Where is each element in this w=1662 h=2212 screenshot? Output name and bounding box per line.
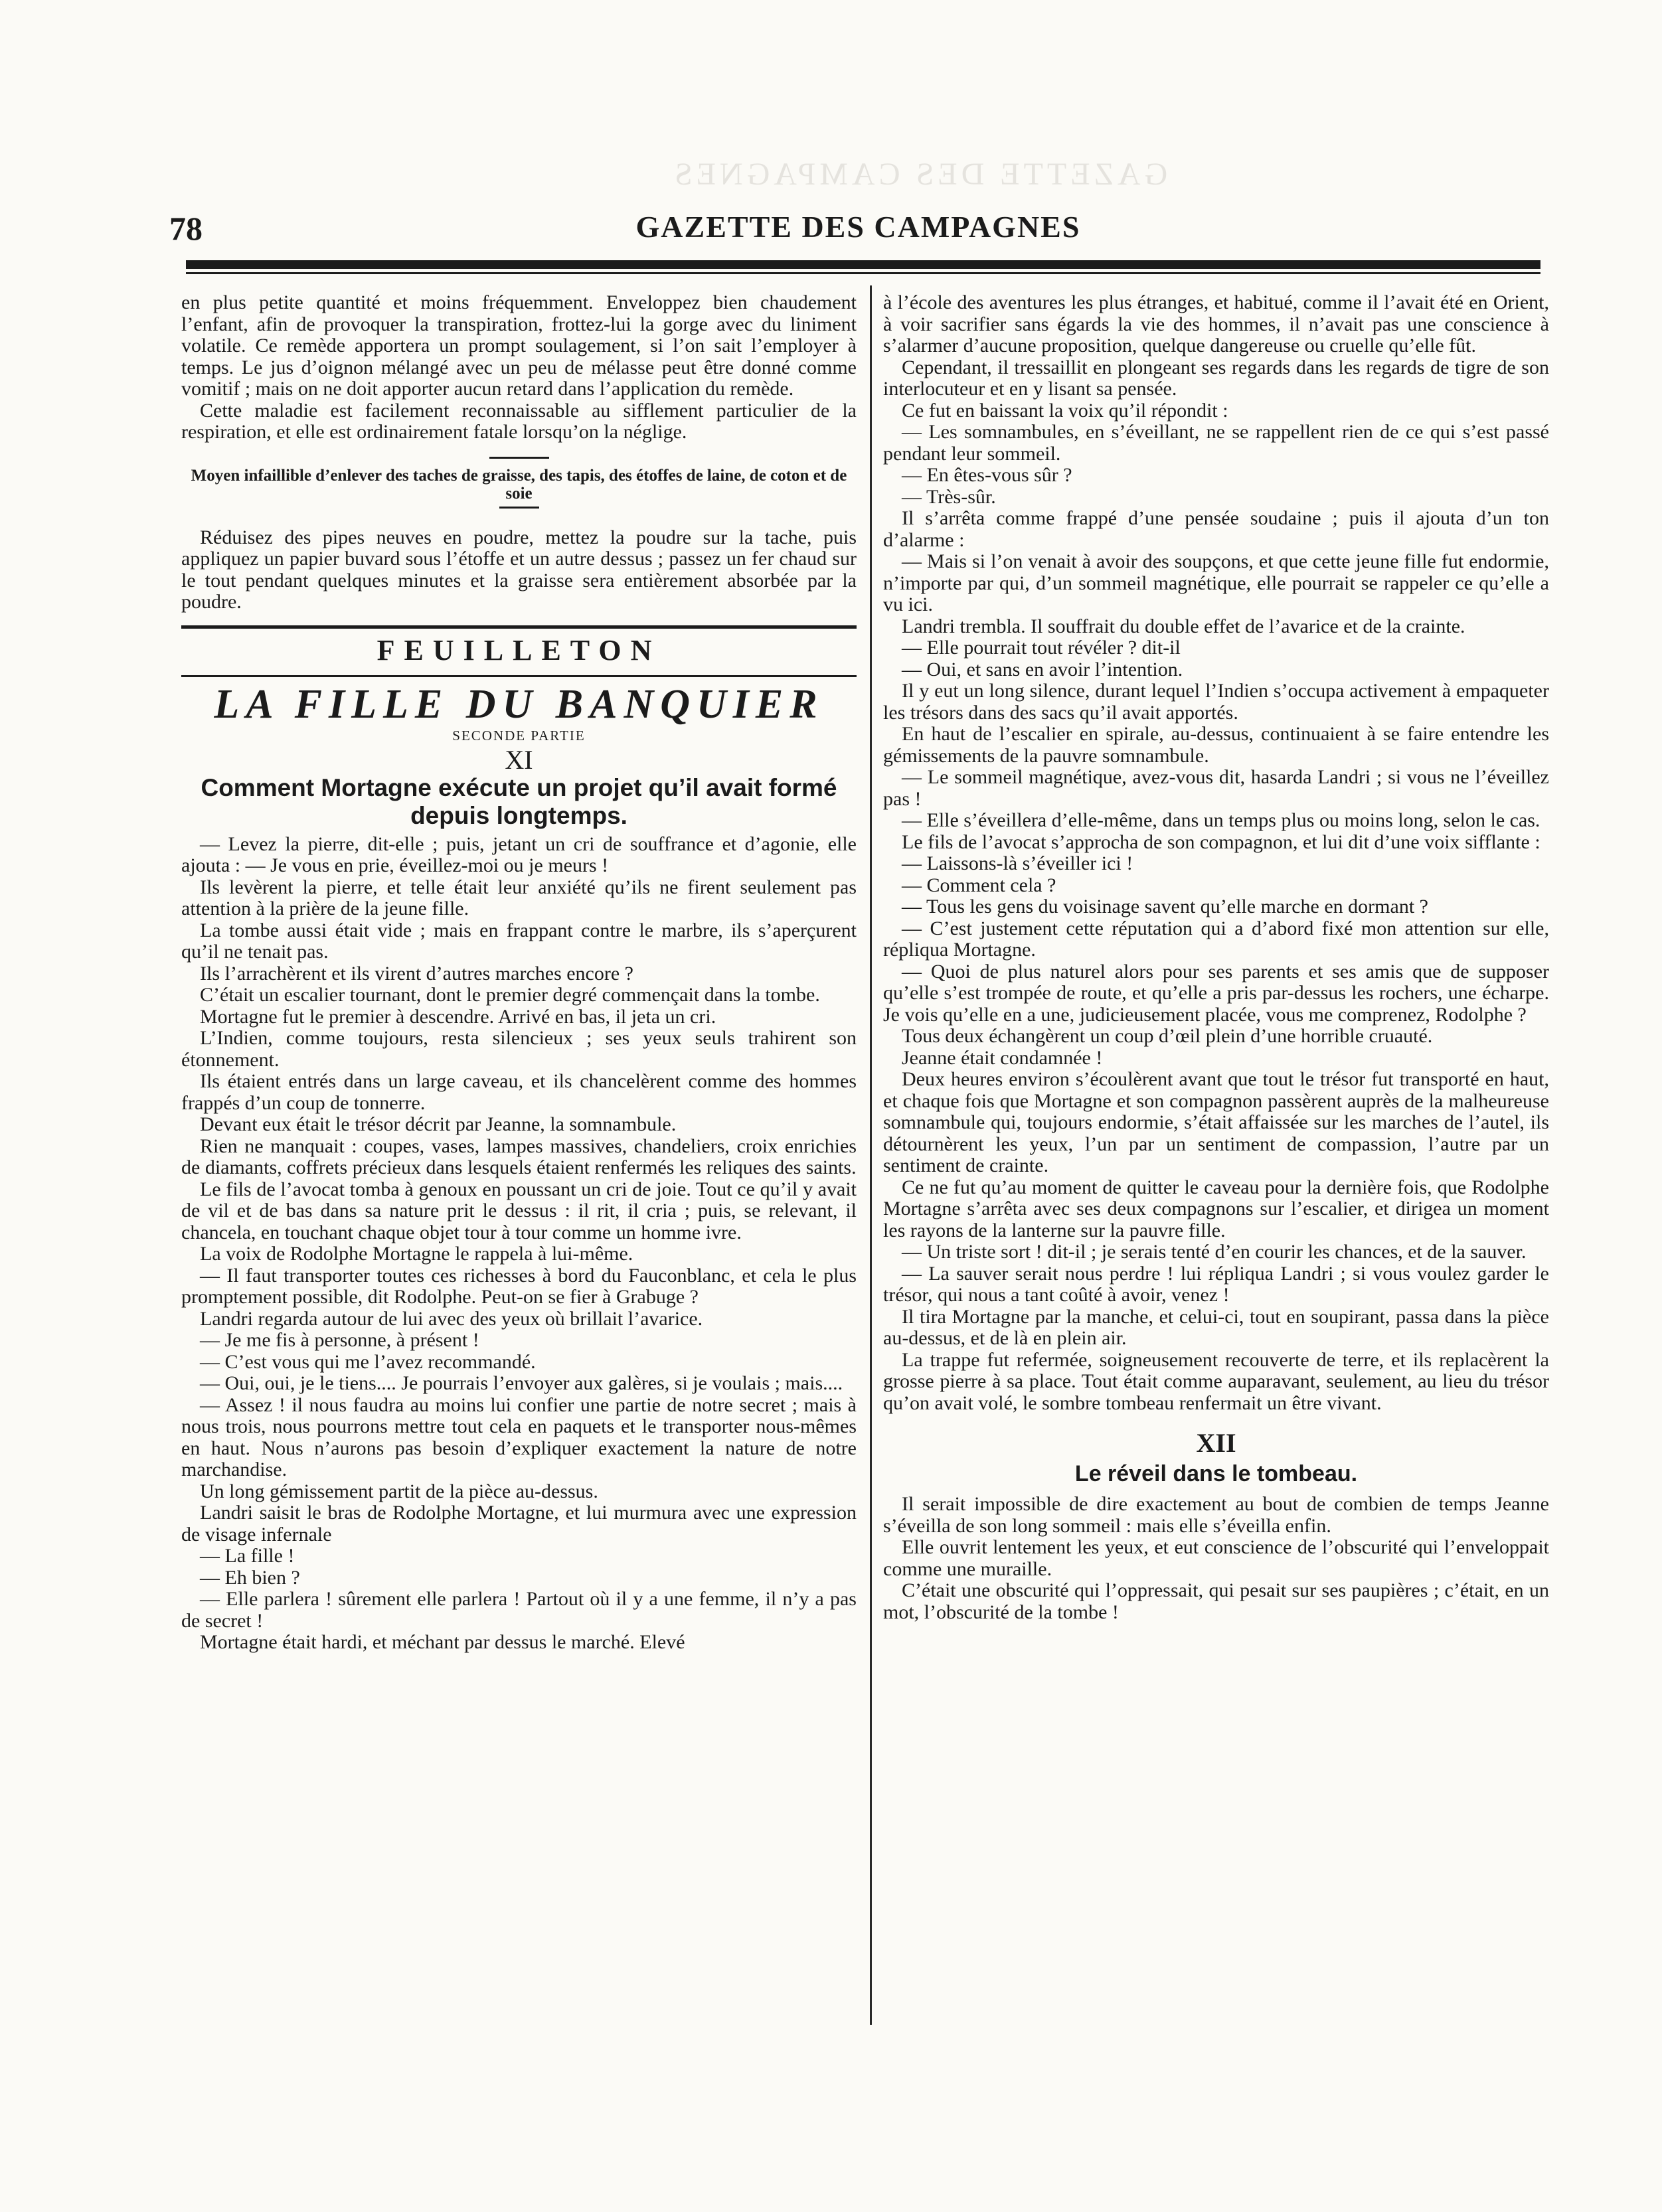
feuilleton-top-rule — [181, 625, 857, 629]
paragraph: Réduisez des pipes neuves en poudre, mettez la poudre sur la tache, puis appliquez un papier buvard sous l’étoffe et un autre dessus ; passez un fer chaud sur le tout pendant quelques minutes et la graisse sera entièrement absorbée par la poudre. — [181, 526, 857, 613]
paragraph: — Le sommeil magnétique, avez-vous dit, hasarda Landri ; si vous ne l’éveillez pas ! — [883, 766, 1549, 810]
paragraph: Le fils de l’avocat s’approcha de son compagnon, et lui dit d’une voix sifflante : — [902, 830, 1540, 853]
column-divider — [870, 285, 872, 2025]
paragraph: — Très-sûr. — [902, 485, 996, 508]
paragraph: Landri regarda autour de lui avec des yeux où brillait l’avarice. — [200, 1307, 703, 1330]
paragraph: Ils l’arrachèrent et ils virent d’autres marches encore ? — [200, 962, 633, 985]
paragraph: Ce ne fut qu’au moment de quitter le caveau pour la dernière fois, que Rodolphe Mortagne s’arrêta avec ses deux compagnons sur l’escalier, et dirigea un moment les rayons de la lanterne sur la pauvre fille. — [883, 1176, 1549, 1241]
paragraph: Elle ouvrit lentement les yeux, et eut conscience de l’obscurité qui l’enveloppait comme une muraille. — [883, 1536, 1549, 1580]
paragraph: C’était une obscurité qui l’oppressait, qui pesait sur ses paupières ; c’était, en un mot, l’obscurité de la tombe ! — [883, 1579, 1549, 1623]
paragraph: — Oui, oui, je le tiens.... Je pourrais l’envoyer aux galères, si je voulais ; mais.... — [200, 1372, 843, 1394]
paragraph: — Un triste sort ! dit-il ; je serais tenté d’en courir les chances, et de la sauver. — [902, 1241, 1527, 1263]
paragraph: Cette maladie est facilement reconnaissable au sifflement particulier de la respiration, et elle est ordinairement fatale lorsqu’on la néglige. — [181, 399, 857, 443]
running-title: GAZETTE DES CAMPAGNES — [635, 210, 1081, 244]
title-underline — [499, 507, 539, 509]
chapter-title: Comment Mortagne exécute un projet qu’il avait formé depuis longtemps. — [201, 773, 837, 829]
paragraph: Mortagne était hardi, et méchant par dessus le marché. Elevé — [200, 1631, 685, 1653]
paragraph: — Comment cela ? — [902, 874, 1056, 896]
paragraph: La voix de Rodolphe Mortagne le rappela à lui-même. — [200, 1243, 633, 1265]
chapter-title: Le réveil dans le tombeau. — [1074, 1461, 1358, 1486]
paragraph: — Assez ! il nous faudra au moins lui confier une partie de notre secret ; mais à nous trois, nous pourrons mettre tout cela en paquets et le transporter nous-mêmes en haut. Nous n’aurons pas besoin d’expliquer exactement la nature de notre marchandise. — [181, 1393, 857, 1480]
paragraph: — La sauver serait nous perdre ! lui répliqua Landri ; si vous voulez garder le trésor, qui nous a tant coûté à avoir, venez ! — [883, 1262, 1549, 1306]
paragraph: Landri saisit le bras de Rodolphe Mortagne, et lui murmura avec une expression de visage infernale — [181, 1502, 857, 1545]
paragraph: — Les somnambules, en s’éveillant, ne se rappellent rien de ce qui s’est passé pendant leur sommeil. — [883, 421, 1549, 465]
paragraph: Devant eux était le trésor décrit par Jeanne, la somnambule. — [200, 1113, 677, 1135]
paragraph: Ce fut en baissant la voix qu’il répondit : — [902, 399, 1228, 422]
paragraph: Deux heures environ s’écoulèrent avant que tout le trésor fut transporté en haut, et chaque fois que Mortagne et son compagnon passèrent auprès de la malheureuse somnambule qui, toujours endormie, s’était affaissée sur les marches de l’autel, ils détournèrent les yeux, l’un par un sentiment de compassion, l’autre par un sentiment de crainte. — [883, 1068, 1549, 1176]
left-column — [181, 292, 857, 1654]
paragraph: Tous deux échangèrent un coup d’œil plein d’une horrible cruauté. — [902, 1025, 1433, 1047]
paragraph: Ils étaient entrés dans un large caveau, et ils chancelèrent comme des hommes frappés d’un coup de tonnerre. — [181, 1070, 857, 1114]
article-title: Moyen infaillible d’enlever des taches de graisse, des tapis, des étoffes de laine, de coton et de soie — [191, 466, 847, 503]
paragraph: — Mais si l’on venait à avoir des soupçons, et que cette jeune fille fut endormie, n’importe par qui, d’un sommeil magnétique, elle pourrait se rappeler ce qu’elle a vu ici. — [883, 550, 1549, 615]
paragraph: Il tira Mortagne par la manche, et celui-ci, tout en soupirant, passa dans la pièce au-dessus, et de là en plein air. — [883, 1305, 1549, 1349]
paragraph: Jeanne était condamnée ! — [902, 1046, 1103, 1069]
paragraph: Le fils de l’avocat tomba à genoux en poussant un cri de joie. Tout ce qu’il y avait de vil et de bas dans sa nature prit le dessus : il rit, il cria ; puis, se relevant, il chancela, en touchant chaque objet tour à tour comme un homme ivre. — [181, 1178, 857, 1243]
right-column — [883, 292, 1549, 1623]
chapter-number: XII — [1196, 1428, 1236, 1458]
paragraph: Il serait impossible de dire exactement au bout de combien de temps Jeanne s’éveilla de son long sommeil : mais elle s’éveilla enfin. — [883, 1493, 1549, 1537]
paragraph: — Elle s’éveillera d’elle-même, dans un temps plus ou moins long, selon le cas. — [902, 809, 1540, 831]
feuilleton-bottom-rule — [181, 675, 857, 677]
header-rule-thin — [186, 272, 1540, 274]
paragraph: La tombe aussi était vide ; mais en frappant contre le marbre, ils s’aperçurent qu’il ne tenait pas. — [181, 919, 857, 963]
section-divider — [489, 457, 549, 459]
part-label: SECONDE PARTIE — [452, 727, 586, 744]
bleed-through-text: GAZETTE DES CAMPAGNES — [671, 157, 1168, 192]
paragraph: Il y eut un long silence, durant lequel l’Indien s’occupa activement à empaqueter les trésors dans des sacs qu’il avait apportés. — [883, 680, 1549, 724]
paragraph: Cependant, il tressaillit en plongeant ses regards dans les regards de tigre de son interlocuteur et en y lisant sa pensée. — [883, 356, 1549, 400]
paragraph: — Tous les gens du voisinage savent qu’elle marche en dormant ? — [902, 896, 1428, 917]
paragraph: Un long gémissement partit de la pièce au-dessus. — [200, 1480, 598, 1502]
page-number: 78 — [169, 210, 203, 247]
paragraph: — Quoi de plus naturel alors pour ses parents et ses amis que de supposer qu’elle s’est trompée de route, et qu’elle a pris par-dessus les rochers, une écharpe. Je vois qu’elle en a une, judicieusement placée, vous me comprenez, Rodolphe ? — [883, 960, 1549, 1026]
paragraph: en plus petite quantité et moins fréquemment. Enveloppez bien chaudement l’enfant, afin de provoquer la transpiration, frottez-lui la gorge avec du liniment volatile. Ce remède apportera un prompt soulagement, si l’on sait l’employer à temps. Le jus d’oignon mélangé avec un peu de mélasse peut être donné comme vomitif ; mais on ne doit apporter aucun retard dans l’application du remède. — [181, 291, 857, 400]
paragraph: Mortagne fut le premier à descendre. Arrivé en bas, il jeta un cri. — [200, 1005, 716, 1028]
paragraph: — La fille ! — [200, 1545, 295, 1567]
paragraph: Landri trembla. Il souffrait du double effet de l’avarice et de la crainte. — [902, 615, 1465, 637]
paragraph: — C’est vous qui me l’avez recommandé. — [200, 1350, 536, 1373]
story-text — [883, 292, 1549, 1414]
serial-title: LA FILLE DU BANQUIER — [214, 681, 824, 727]
paragraph: — Oui, et sans en avoir l’intention. — [902, 658, 1183, 680]
header-rule-thick — [186, 260, 1540, 269]
paragraph: à l’école des aventures les plus étranges, et habitué, comme il l’avait été en Orient, à voir sacrifier sans égards la vie des hommes, il n’avait pas une conscience à s’alarmer d’aucune proposition, quelque dangereuse ou cruelle qu’elle fût. — [883, 291, 1549, 356]
paragraph: La trappe fut refermée, soigneusement recouverte de terre, et ils replacèrent la grosse pierre à sa place. Tout était comme auparavant, seulement, au lieu du trésor qu’on avait volé, le sombre tombeau renfermait un être vivant. — [883, 1348, 1549, 1414]
chapter-text — [883, 1494, 1549, 1623]
chapter-number: XI — [505, 744, 533, 775]
paragraph: C’était un escalier tournant, dont le premier degré commençait dans la tombe. — [200, 984, 820, 1006]
paragraph: — Eh bien ? — [200, 1566, 300, 1589]
paragraph: — Il faut transporter toutes ces richesses à bord du Fauconblanc, et cela le plus promptement possible, dit Rodolphe. Peut-on se fier à Grabuge ? — [181, 1264, 857, 1308]
paragraph: Ils levèrent la pierre, et telle était leur anxiété qu’ils ne firent seulement pas attention à la prière de la jeune fille. — [181, 876, 857, 919]
paragraph: En haut de l’escalier en spirale, au-dessus, continuaient à se faire entendre les gémissements de la pauvre somnambule. — [883, 723, 1549, 767]
paragraph: — Levez la pierre, dit-elle ; puis, jetant un cri de souffrance et d’agonie, elle ajouta : — Je vous en prie, éveillez-moi ou je meurs ! — [181, 832, 857, 876]
paragraph: — Elle parlera ! sûrement elle parlera ! Partout où il y a une femme, il n’y a pas de secret ! — [181, 1588, 857, 1632]
paragraph: — Laissons-là s’éveiller ici ! — [902, 852, 1133, 874]
paragraph: L’Indien, comme toujours, resta silencieux ; ses yeux seuls trahirent son étonnement. — [181, 1027, 857, 1071]
paragraph: — En êtes-vous sûr ? — [902, 464, 1072, 486]
feuilleton-label: FEUILLETON — [376, 633, 661, 667]
paragraph: — C’est justement cette réputation qui a d’abord fixé mon attention sur elle, répliqua Mortagne. — [883, 917, 1549, 961]
page-header — [169, 209, 1547, 256]
story-text — [181, 834, 857, 1654]
paragraph: Rien ne manquait : coupes, vases, lampes massives, chandeliers, croix enrichies de diamants, coffrets précieux dans lesquels étaient renfermés les reliques des saints. — [181, 1135, 857, 1178]
paragraph: — Elle pourrait tout révéler ? dit-il — [902, 637, 1181, 659]
paragraph: Il s’arrêta comme frappé d’une pensée soudaine ; puis il ajouta d’un ton d’alarme : — [883, 507, 1549, 551]
intro-section — [181, 292, 857, 443]
paragraph: — Je me fis à personne, à présent ! — [200, 1329, 479, 1351]
